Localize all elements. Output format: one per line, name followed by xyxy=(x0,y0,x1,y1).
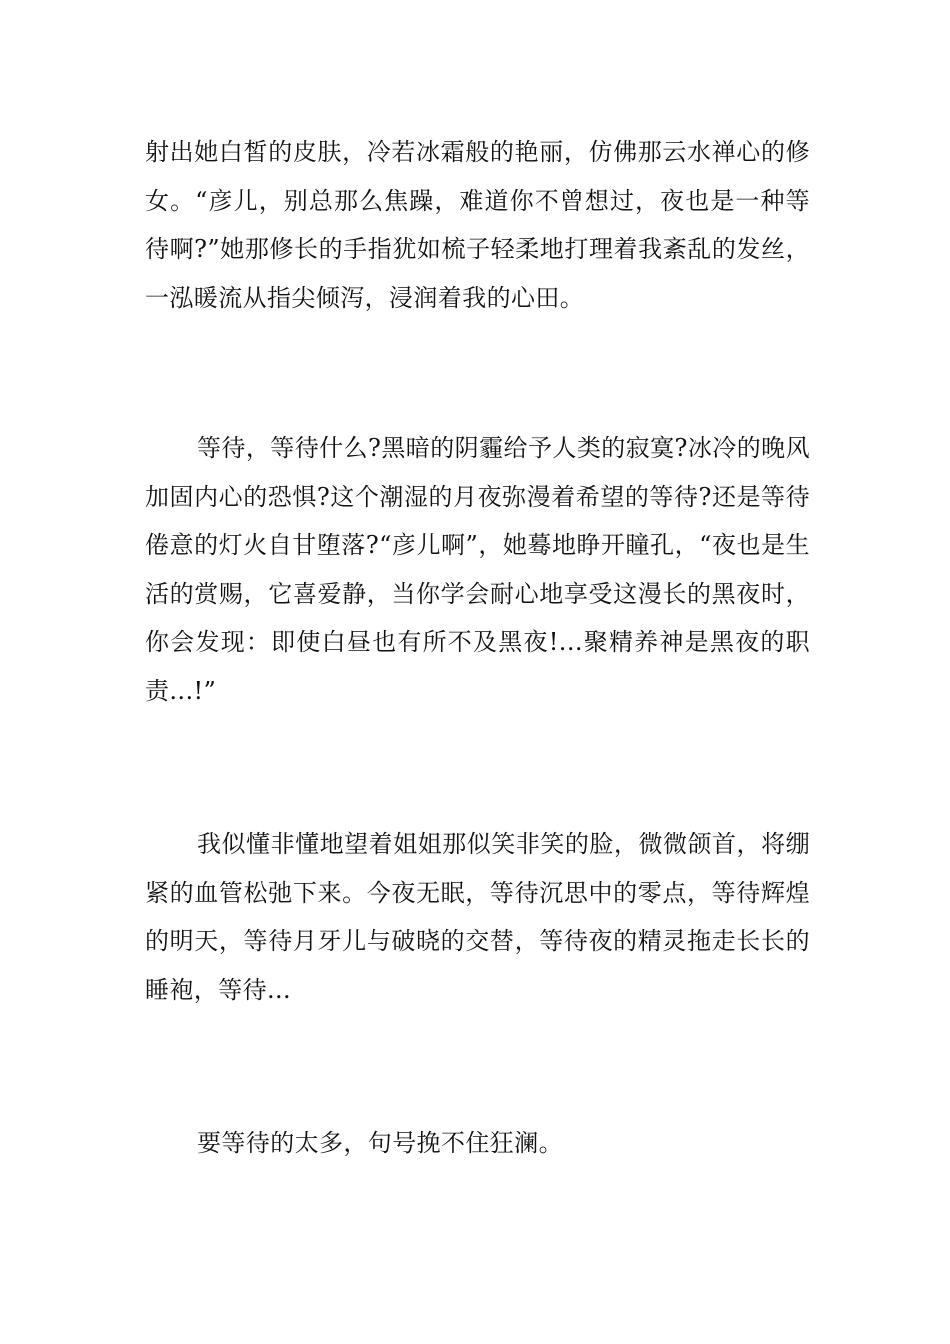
paragraph-sleepless-night: 我似懂非懂地望着姐姐那似笑非笑的脸，微微颌首，将绷紧的血管松弛下来。今夜无眠，等待沉思中的零点，等待辉煌的明天，等待月牙儿与破晓的交替，等待夜的精灵拖走长长的睡袍，等待... xyxy=(145,830,810,1004)
paragraph-waiting-question: 等待，等待什么?黑暗的阴霾给予人类的寂寞?冰冷的晚风加固内心的恐惧?这个潮湿的月夜弥漫着希望的等待?还是等待倦意的灯火自甘堕落?“彦儿啊”，她蓦地睁开瞳孔，“夜也是生活的赏赐，它喜爱静，当你学会耐心地享受这漫长的黑夜时，你会发现：即使白昼也有所不及黑夜!...聚精养神是黑夜的职责...!” xyxy=(145,434,810,705)
paragraph-closing-line: 要等待的太多，句号挽不住狂澜。 xyxy=(197,1129,563,1157)
paragraph-continuation: 射出她白皙的皮肤，冷若冰霜般的艳丽，仿佛那云水禅心的修女。“彦儿，别总那么焦躁，难道你不曾想过，夜也是一种等待啊?”她那修长的手指犹如梳子轻柔地打理着我紊乱的发丝，一泓暖流从指尖倾泻，浸润着我的心田。 xyxy=(145,138,810,312)
